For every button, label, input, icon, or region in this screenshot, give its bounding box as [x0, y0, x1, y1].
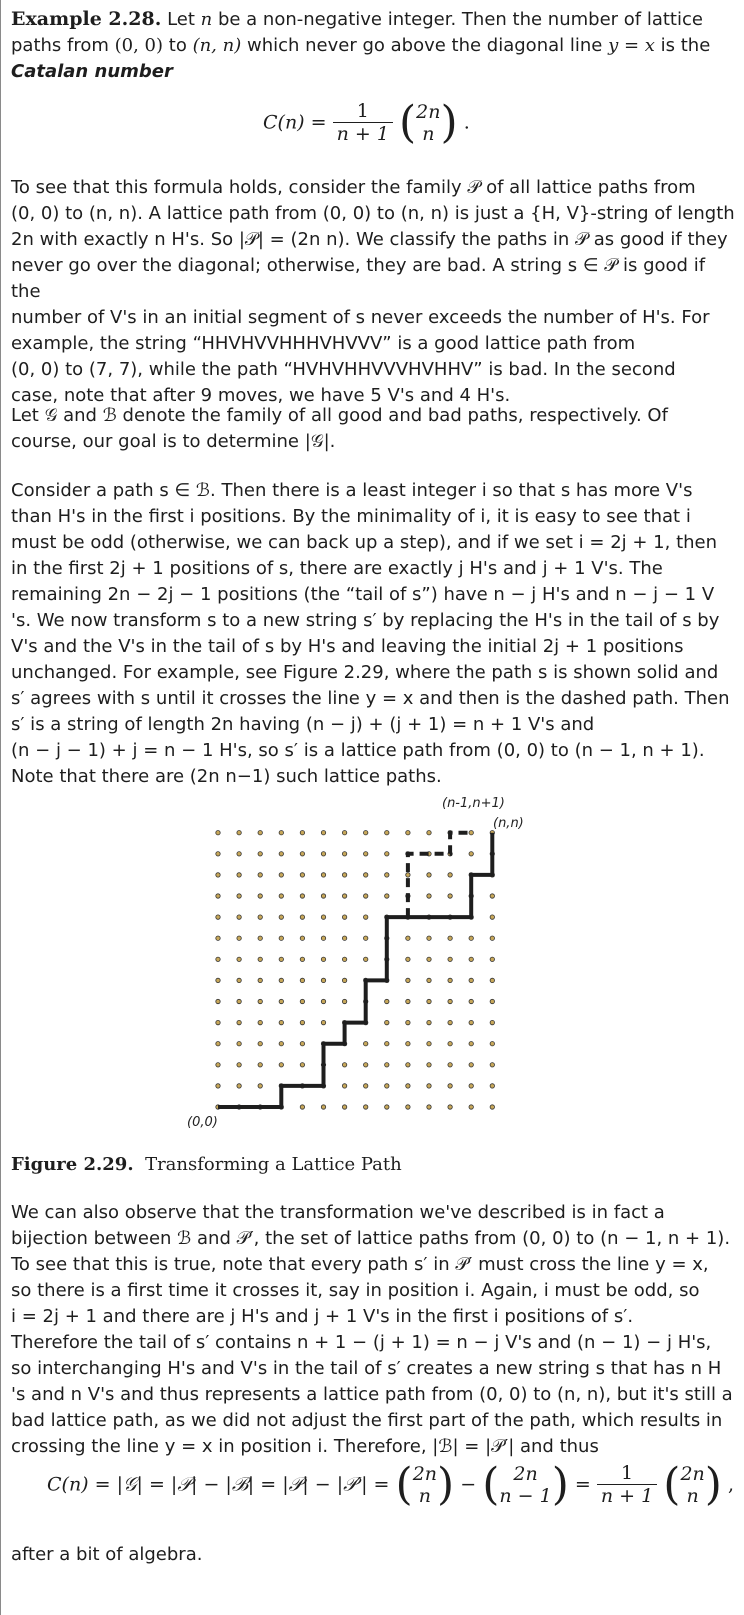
- lattice-dot: [216, 873, 220, 877]
- lattice-dot: [300, 1042, 304, 1046]
- lattice-dot: [342, 852, 346, 856]
- lattice-dot: [258, 915, 262, 919]
- lattice-dot: [300, 1105, 304, 1109]
- line: must be odd (otherwise, we can back up a step), and if we set i = 2j + 1, then: [11, 532, 718, 553]
- lattice-dot: [469, 1063, 473, 1067]
- lattice-dot: [406, 1042, 410, 1046]
- lattice-dot: [427, 1084, 431, 1088]
- lattice-dot: [342, 873, 346, 877]
- lattice-dot: [364, 1084, 368, 1088]
- lattice-dot: [406, 957, 410, 961]
- lattice-dot: [406, 999, 410, 1003]
- line: s′ is a string of length 2n having (n − j) + (j + 1) = n + 1 V's and: [11, 714, 595, 735]
- fraction-numerator: 1: [333, 100, 393, 123]
- binom-top: 2n: [680, 1462, 705, 1485]
- lattice-dot: [279, 873, 283, 877]
- closing-line: after a bit of algebra.: [11, 1544, 203, 1565]
- lattice-dot: [300, 1020, 304, 1024]
- lattice-dot: [237, 831, 241, 835]
- lattice-dot: [469, 1020, 473, 1024]
- text: is the: [654, 35, 711, 56]
- lattice-dot: [300, 831, 304, 835]
- lattice-dot: [216, 936, 220, 940]
- lattice-dot: [258, 999, 262, 1003]
- catalan-formula: [263, 96, 470, 148]
- lattice-dot: [237, 1020, 241, 1024]
- line: Therefore the tail of s′ contains n + 1 − (j + 1) = n − j V's and (n − 1) − j H's,: [11, 1332, 712, 1353]
- lattice-dot: [258, 957, 262, 961]
- example-statement: [11, 6, 739, 85]
- lattice-dot: [448, 873, 452, 877]
- lattice-dot: [237, 999, 241, 1003]
- lattice-dot: [385, 831, 389, 835]
- lattice-dot: [364, 957, 368, 961]
- lattice-dot: [321, 999, 325, 1003]
- line: To see that this formula holds, consider the family 𝒫 of all lattice paths from: [11, 177, 696, 198]
- lattice-dot: [448, 957, 452, 961]
- final-equation: [47, 1458, 735, 1510]
- lattice-dot: [490, 915, 494, 919]
- lattice-dot: [490, 1084, 494, 1088]
- lattice-dot: [237, 1042, 241, 1046]
- line: We can also observe that the transformation we've described is in fact a: [11, 1202, 665, 1223]
- lattice-dot: [342, 957, 346, 961]
- lattice-dot: [300, 915, 304, 919]
- lattice-dot: [237, 915, 241, 919]
- lattice-dot: [490, 894, 494, 898]
- lattice-dot: [321, 894, 325, 898]
- lattice-dot: [406, 936, 410, 940]
- lattice-dot: [237, 873, 241, 877]
- lattice-dot: [216, 894, 220, 898]
- line: unchanged. For example, see Figure 2.29, where the path s is shown solid and: [11, 662, 719, 683]
- lattice-dot: [342, 1063, 346, 1067]
- lattice-dot: [427, 873, 431, 877]
- lattice-dot: [448, 1063, 452, 1067]
- binomial: ( 2n n − 1 ): [482, 1458, 569, 1510]
- lattice-dot: [385, 999, 389, 1003]
- lattice-dot: [469, 936, 473, 940]
- line: 's. We now transform s to a new string s′ by replacing the H's in the tail of s by: [11, 610, 720, 631]
- lattice-dot: [364, 1063, 368, 1067]
- binom-top: 2n: [513, 1462, 538, 1485]
- lattice-dot: [385, 1042, 389, 1046]
- lattice-dot: [385, 1063, 389, 1067]
- lattice-dot: [258, 1084, 262, 1088]
- line: (0, 0) to (n, n). A lattice path from (0, 0) to (n, n) is just a {H, V}-string of length: [11, 203, 735, 224]
- lattice-dot: [385, 894, 389, 898]
- lattice-dot: [490, 1042, 494, 1046]
- line: 's and n V's and thus represents a lattice path from (0, 0) to (n, n), but it's still a: [11, 1384, 733, 1405]
- lattice-dot: [342, 1105, 346, 1109]
- lattice-dot: [237, 1063, 241, 1067]
- line: bijection between ℬ and 𝒫′, the set of lattice paths from (0, 0) to (n − 1, n + 1).: [11, 1228, 731, 1249]
- lattice-dot: [448, 894, 452, 898]
- lattice-dot: [216, 1084, 220, 1088]
- lattice-dot: [279, 852, 283, 856]
- lattice-dot: [364, 894, 368, 898]
- lattice-dot: [279, 999, 283, 1003]
- lattice-dot: [279, 936, 283, 940]
- lattice-dot: [469, 978, 473, 982]
- lattice-dot: [448, 978, 452, 982]
- lattice-dot: [258, 831, 262, 835]
- lattice-dot: [321, 831, 325, 835]
- lattice-dot: [490, 999, 494, 1003]
- lattice-dot: [406, 831, 410, 835]
- lattice-dot: [258, 1042, 262, 1046]
- line: Let 𝒢 and ℬ denote the family of all good and bad paths, respectively. Of: [11, 405, 668, 426]
- lattice-dot: [237, 852, 241, 856]
- text: Let: [167, 9, 201, 30]
- minus: −: [460, 1473, 477, 1496]
- lattice-dot: [258, 1020, 262, 1024]
- paragraph-good-bad: [11, 403, 739, 455]
- text: be a non-negative integer. Then the number of lattice paths from: [11, 9, 703, 56]
- formula-lhs: C(n) =: [263, 111, 327, 134]
- lattice-dot: [300, 894, 304, 898]
- lattice-dot: [406, 1105, 410, 1109]
- label-origin: (0,0): [187, 1115, 218, 1130]
- lattice-dot: [237, 936, 241, 940]
- lattice-dot: [490, 957, 494, 961]
- lattice-dot: [321, 957, 325, 961]
- lattice-dot: [321, 978, 325, 982]
- lattice-dot: [216, 1063, 220, 1067]
- math: n: [200, 9, 213, 30]
- fraction-numerator: 1: [597, 1462, 657, 1485]
- figure-caption-text: Transforming a Lattice Path: [145, 1154, 402, 1175]
- lattice-dot: [427, 1105, 431, 1109]
- line: than H's in the first i positions. By the minimality of i, it is easy to see that i: [11, 506, 691, 527]
- lattice-dot: [364, 1042, 368, 1046]
- lattice-dot: [342, 936, 346, 940]
- lattice-dot: [364, 915, 368, 919]
- lattice-dot: [237, 894, 241, 898]
- lattice-dot: [300, 936, 304, 940]
- line: 2n with exactly n H's. So |𝒫| = (2n n). We classify the paths in 𝒫 as good if they: [11, 229, 728, 250]
- lattice-dot: [427, 1020, 431, 1024]
- lattice-dot: [448, 1084, 452, 1088]
- lattice-dot: [216, 1042, 220, 1046]
- binom-bottom: n: [422, 122, 435, 145]
- lattice-dot: [364, 936, 368, 940]
- line: course, our goal is to determine |𝒢|.: [11, 431, 336, 452]
- lattice-dot: [385, 873, 389, 877]
- lattice-dot: [469, 852, 473, 856]
- lattice-dot: [279, 915, 283, 919]
- binomial: ( 2n n ): [663, 1458, 722, 1510]
- lattice-dot: [427, 999, 431, 1003]
- lattice-dot: [237, 978, 241, 982]
- label-n-minus-1-n-plus-1: (n-1,n+1): [442, 796, 505, 811]
- lattice-dot: [427, 978, 431, 982]
- lattice-dot: [364, 873, 368, 877]
- lattice-dot: [321, 873, 325, 877]
- binomial: ( 2n n ): [395, 1458, 455, 1510]
- lattice-dot: [216, 957, 220, 961]
- period: .: [463, 111, 470, 134]
- line: V's and the V's in the tail of s by H's and leaving the initial 2j + 1 positions: [11, 636, 684, 657]
- line: remaining 2n − 2j − 1 positions (the “tail of s”) have n − j H's and n − j − 1 V: [11, 584, 715, 605]
- paragraph-transformation: [11, 478, 739, 790]
- lattice-dot: [364, 831, 368, 835]
- lattice-dot: [385, 1105, 389, 1109]
- binom-top: 2n: [416, 100, 441, 123]
- lattice-dot: [490, 1063, 494, 1067]
- lattice-dot: [448, 999, 452, 1003]
- lattice-dot: [490, 978, 494, 982]
- lattice-dot: [300, 999, 304, 1003]
- lattice-dot: [321, 852, 325, 856]
- binom-bottom: n − 1: [499, 1484, 552, 1507]
- lattice-dot: [321, 936, 325, 940]
- lattice-dot: [342, 915, 346, 919]
- lattice-dot: [279, 1063, 283, 1067]
- lattice-dot: [321, 1020, 325, 1024]
- paragraph-bijection: [11, 1200, 739, 1460]
- line: (0, 0) to (7, 7), while the path “HVHVHHVVVHVHHV” is bad. In the second: [11, 359, 676, 380]
- lattice-dot: [427, 957, 431, 961]
- lattice-dot: [258, 1063, 262, 1067]
- binom-bottom: n: [686, 1484, 699, 1507]
- fraction-denominator: n + 1: [600, 1485, 654, 1507]
- lattice-dot: [279, 1020, 283, 1024]
- line: number of V's in an initial segment of s never exceeds the number of H's. For: [11, 307, 710, 328]
- lattice-dot: [406, 1084, 410, 1088]
- lattice-dot: [321, 1105, 325, 1109]
- lattice-dot: [279, 978, 283, 982]
- dashed-lattice-path: [408, 833, 471, 917]
- line: Consider a path s ∈ ℬ. Then there is a least integer i so that s has more V's: [11, 480, 693, 501]
- lattice-dot: [385, 1020, 389, 1024]
- lattice-dot: [406, 1020, 410, 1024]
- line: (n − j − 1) + j = n − 1 H's, so s′ is a lattice path from (0, 0) to (n − 1, n + 1).: [11, 740, 705, 761]
- lattice-dot: [342, 831, 346, 835]
- final-eq-lhs: C(n) = |𝒢| = |𝒫| − |ℬ| = |𝒫| − |𝒫′| =: [47, 1473, 390, 1496]
- figure-caption-label: Figure 2.29.: [11, 1154, 134, 1175]
- line: Note that there are (2n n−1) such lattice paths.: [11, 766, 442, 787]
- line: crossing the line y = x in position i. Therefore, |ℬ| = |𝒫′| and thus: [11, 1436, 599, 1457]
- line: so there is a first time it crosses it, say in position i. Again, i must be odd, so: [11, 1280, 700, 1301]
- lattice-dot: [448, 1105, 452, 1109]
- line: i = 2j + 1 and there are j H's and j + 1 V's in the first i positions of s′.: [11, 1306, 634, 1327]
- lattice-dot: [216, 852, 220, 856]
- paragraph-family-of-paths: [11, 175, 739, 409]
- lattice-dot: [342, 1084, 346, 1088]
- fraction-denominator: n + 1: [336, 123, 389, 145]
- lattice-dot: [216, 831, 220, 835]
- lattice-dot: [406, 978, 410, 982]
- math: (n, n): [192, 35, 242, 56]
- lattice-dot: [342, 978, 346, 982]
- lattice-dot: [300, 1063, 304, 1067]
- line: never go over the diagonal; otherwise, they are bad. A string s ∈ 𝒫 is good if the: [11, 255, 706, 302]
- lattice-dot: [279, 894, 283, 898]
- lattice-dot: [279, 1042, 283, 1046]
- text: to: [163, 35, 193, 56]
- lattice-path-figure: [171, 790, 551, 1140]
- comma: ,: [727, 1473, 735, 1496]
- line: bad lattice path, as we did not adjust the first part of the path, which results in: [11, 1410, 723, 1431]
- lattice-dot: [300, 978, 304, 982]
- lattice-dot: [490, 1105, 494, 1109]
- example-label: Example 2.28.: [11, 8, 162, 30]
- math: (0, 0): [114, 35, 164, 56]
- lattice-dot: [258, 852, 262, 856]
- lattice-dot: [258, 873, 262, 877]
- line: in the first 2j + 1 positions of s, there are exactly j H's and j + 1 V's. The: [11, 558, 663, 579]
- lattice-dot: [385, 852, 389, 856]
- label-n-n: (n,n): [493, 816, 524, 831]
- binomial: ( 2n n ): [398, 96, 458, 148]
- binom-bottom: n: [418, 1484, 431, 1507]
- lattice-dot: [321, 915, 325, 919]
- lattice-dot: [364, 852, 368, 856]
- line: s′ agrees with s until it crosses the line y = x and then is the dashed path. Then: [11, 688, 730, 709]
- lattice-dot: [237, 1084, 241, 1088]
- lattice-dot: [300, 852, 304, 856]
- fraction: [597, 1462, 657, 1507]
- lattice-dot: [427, 1063, 431, 1067]
- lattice-dot: [469, 1105, 473, 1109]
- fraction: [333, 100, 393, 145]
- lattice-dot: [237, 957, 241, 961]
- lattice-dot: [448, 1020, 452, 1024]
- lattice-dot: [427, 1042, 431, 1046]
- math: y = x: [608, 35, 655, 56]
- lattice-dot: [342, 894, 346, 898]
- binom-top: 2n: [412, 1462, 438, 1485]
- catalan-term: Catalan number: [11, 61, 173, 82]
- lattice-dot: [406, 1063, 410, 1067]
- lattice-dot: [385, 1084, 389, 1088]
- lattice-dot: [258, 978, 262, 982]
- lattice-dot: [406, 873, 410, 877]
- lattice-dot: [216, 915, 220, 919]
- lattice-dot: [279, 957, 283, 961]
- lattice-dot: [364, 1105, 368, 1109]
- lattice-dot: [258, 894, 262, 898]
- lattice-dot: [427, 894, 431, 898]
- lattice-dot: [216, 1020, 220, 1024]
- line: To see that this is true, note that every path s′ in 𝒫′ must cross the line y = x,: [11, 1254, 709, 1275]
- lattice-dot: [216, 978, 220, 982]
- lattice-dot: [490, 1020, 494, 1024]
- lattice-dot: [279, 831, 283, 835]
- line: case, note that after 9 moves, we have 5 V's and 4 H's.: [11, 385, 511, 406]
- lattice-dot: [469, 1042, 473, 1046]
- lattice-dot: [342, 999, 346, 1003]
- lattice-dot: [300, 873, 304, 877]
- line: so interchanging H's and V's in the tail of s′ creates a new string s that has n H: [11, 1358, 722, 1379]
- lattice-dot: [448, 936, 452, 940]
- lattice-dot: [427, 936, 431, 940]
- line: example, the string “HHVHVVHHHVHVVV” is a good lattice path from: [11, 333, 636, 354]
- figure-caption: [11, 1152, 402, 1178]
- lattice-dot: [469, 999, 473, 1003]
- lattice-dot: [490, 936, 494, 940]
- lattice-dot: [448, 1042, 452, 1046]
- lattice-dot: [300, 957, 304, 961]
- lattice-dot: [427, 831, 431, 835]
- lattice-dot: [469, 831, 473, 835]
- lattice-dot: [469, 1084, 473, 1088]
- lattice-dot: [469, 957, 473, 961]
- lattice-dot: [216, 999, 220, 1003]
- lattice-dots: [216, 831, 495, 1110]
- lattice-dot: [258, 936, 262, 940]
- equals: =: [574, 1473, 591, 1496]
- text: which never go above the diagonal line: [241, 35, 609, 56]
